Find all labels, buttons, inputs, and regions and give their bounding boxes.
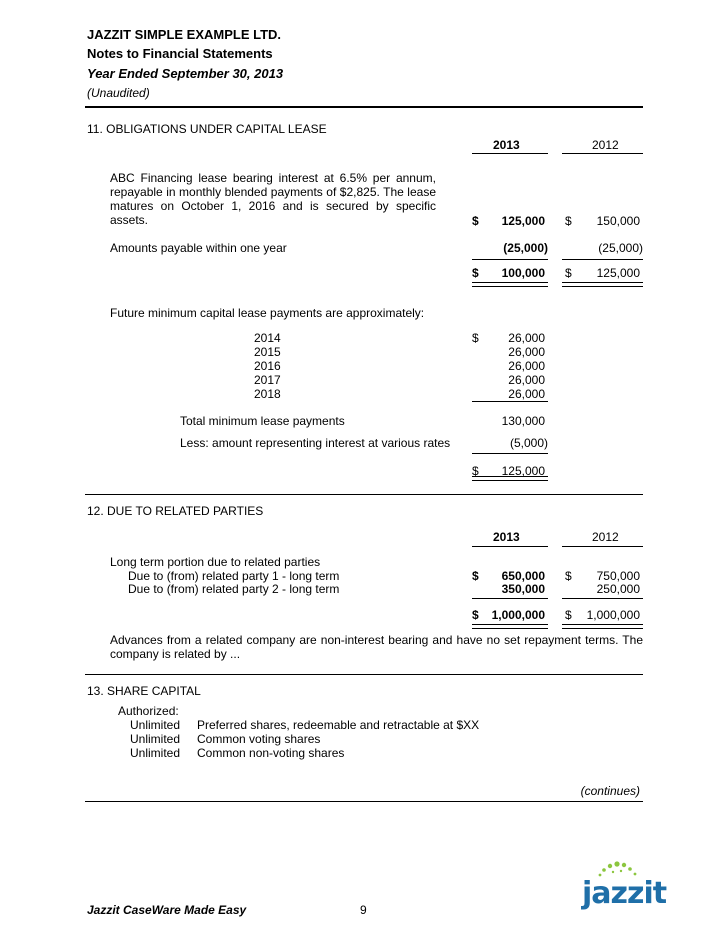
continues-label: (continues) [580, 784, 640, 798]
footer-brand: Jazzit CaseWare Made Easy [87, 903, 247, 917]
net-2012-value: 125,000 [596, 266, 640, 280]
future-amount: 26,000 [508, 359, 545, 373]
section-divider [85, 801, 643, 802]
related-total-2012-value: 1,000,000 [586, 608, 640, 622]
related-total-2013-value: 1,000,000 [491, 608, 545, 622]
lease-2013-currency: $ [472, 214, 479, 228]
related-total-double-rule-2012 [562, 624, 643, 629]
lease-2013-value: 125,000 [501, 214, 545, 228]
company-name: JAZZIT SIMPLE EXAMPLE LTD. [87, 27, 282, 42]
share-qty: Unlimited [130, 732, 181, 746]
final-currency: $ [472, 464, 479, 478]
note11-col-2012: 2012 [592, 138, 619, 152]
share-qty: Unlimited [130, 746, 181, 760]
row1-2013-currency: $ [472, 569, 479, 583]
interest-label: Less: amount representing interest at various rates [180, 436, 451, 450]
header-rule [85, 106, 643, 108]
col-2013-rule [472, 546, 548, 547]
related-group-label: Long term portion due to related parties [110, 555, 321, 569]
interest-rule [472, 453, 548, 454]
total-double-rule-2013 [472, 282, 548, 287]
statement-title: Notes to Financial Statements [87, 46, 273, 61]
related-subtotal-rule-2012 [562, 598, 643, 599]
related-total-double-rule-2013 [472, 624, 548, 629]
note13-heading: 13. SHARE CAPITAL [87, 684, 201, 698]
note12-col-2013: 2013 [493, 530, 520, 544]
future-year: 2014 [254, 331, 281, 345]
col-2013-rule [472, 153, 548, 154]
net-2013-currency: $ [472, 266, 479, 280]
future-subtotal-rule [472, 401, 548, 402]
share-desc: Common voting shares [197, 732, 321, 746]
future-year: 2015 [254, 345, 281, 359]
future-amount: 26,000 [508, 345, 545, 359]
net-2012-currency: $ [565, 266, 572, 280]
subtotal-rule-2012 [562, 259, 643, 260]
page-number: 9 [360, 903, 367, 917]
row1-2013-value: 650,000 [501, 569, 545, 583]
interest-value: (5,000) [509, 436, 548, 450]
lease-2012-currency: $ [565, 214, 572, 228]
future-year: 2018 [254, 387, 281, 401]
total-min-payments-label: Total minimum lease payments [180, 414, 345, 428]
final-double-rule [472, 476, 548, 481]
future-amount: 26,000 [508, 373, 545, 387]
note12-col-2012: 2012 [592, 530, 619, 544]
total-min-payments-value: 130,000 [501, 414, 545, 428]
note11-heading: 11. OBLIGATIONS UNDER CAPITAL LEASE [87, 122, 327, 136]
future-amount: 26,000 [508, 331, 545, 345]
note11-col-2013: 2013 [493, 138, 520, 152]
future-amounts-list [480, 331, 545, 401]
total-double-rule-2012 [562, 282, 643, 287]
within-year-2013: (25,000) [503, 241, 548, 255]
share-qty: Unlimited [130, 718, 181, 732]
row1-2012-value: 750,000 [596, 569, 640, 583]
related-subtotal-rule-2013 [472, 598, 548, 599]
row2-2012-value: 250,000 [596, 582, 640, 596]
share-desc: Preferred shares, redeemable and retractable at $XX [197, 718, 480, 732]
section-divider [85, 674, 643, 675]
future-year: 2016 [254, 359, 281, 373]
within-year-2012: (25,000) [598, 241, 643, 255]
future-currency: $ [472, 331, 479, 345]
future-amount: 26,000 [508, 387, 545, 401]
share-qty-list [130, 718, 180, 760]
statement-period: Year Ended September 30, 2013 [87, 66, 284, 81]
lease-2012-value: 150,000 [596, 214, 640, 228]
note12-heading: 12. DUE TO RELATED PARTIES [87, 504, 264, 518]
audit-status: (Unaudited) [87, 86, 150, 100]
row1-2012-currency: $ [565, 569, 572, 583]
jazzit-logo [580, 860, 667, 920]
share-desc: Common non-voting shares [197, 746, 345, 760]
authorized-label: Authorized: [118, 704, 179, 718]
related-total-2013-currency: $ [472, 608, 479, 622]
related-row1-label: Due to (from) related party 1 - long term [128, 569, 340, 583]
future-payments-label: Future minimum capital lease payments are approximately: [110, 306, 425, 320]
share-desc-list [197, 718, 479, 760]
related-row2-label: Due to (from) related party 2 - long term [128, 582, 340, 596]
related-total-2012-currency: $ [565, 608, 572, 622]
advances-text: Advances from a related company are non-interest bearing and have no set repayment terms. The company is related by ... [110, 633, 643, 661]
col-2012-rule [562, 153, 643, 154]
lease-description: ABC Financing lease bearing interest at 6.5% per annum, repayable in monthly blended payments of $2,825. The lease matures on October 1, 2016 and is secured by specific assets. [110, 171, 436, 227]
net-2013-value: 100,000 [501, 266, 545, 280]
future-year: 2017 [254, 373, 281, 387]
within-year-label: Amounts payable within one year [110, 241, 287, 255]
logo-wordmark: jazzit [582, 876, 667, 911]
col-2012-rule [562, 546, 643, 547]
subtotal-rule-2013 [472, 259, 548, 260]
section-divider [85, 494, 643, 495]
final-value: 125,000 [501, 464, 545, 478]
row2-2013-value: 350,000 [501, 582, 545, 596]
future-years-list [254, 331, 281, 401]
